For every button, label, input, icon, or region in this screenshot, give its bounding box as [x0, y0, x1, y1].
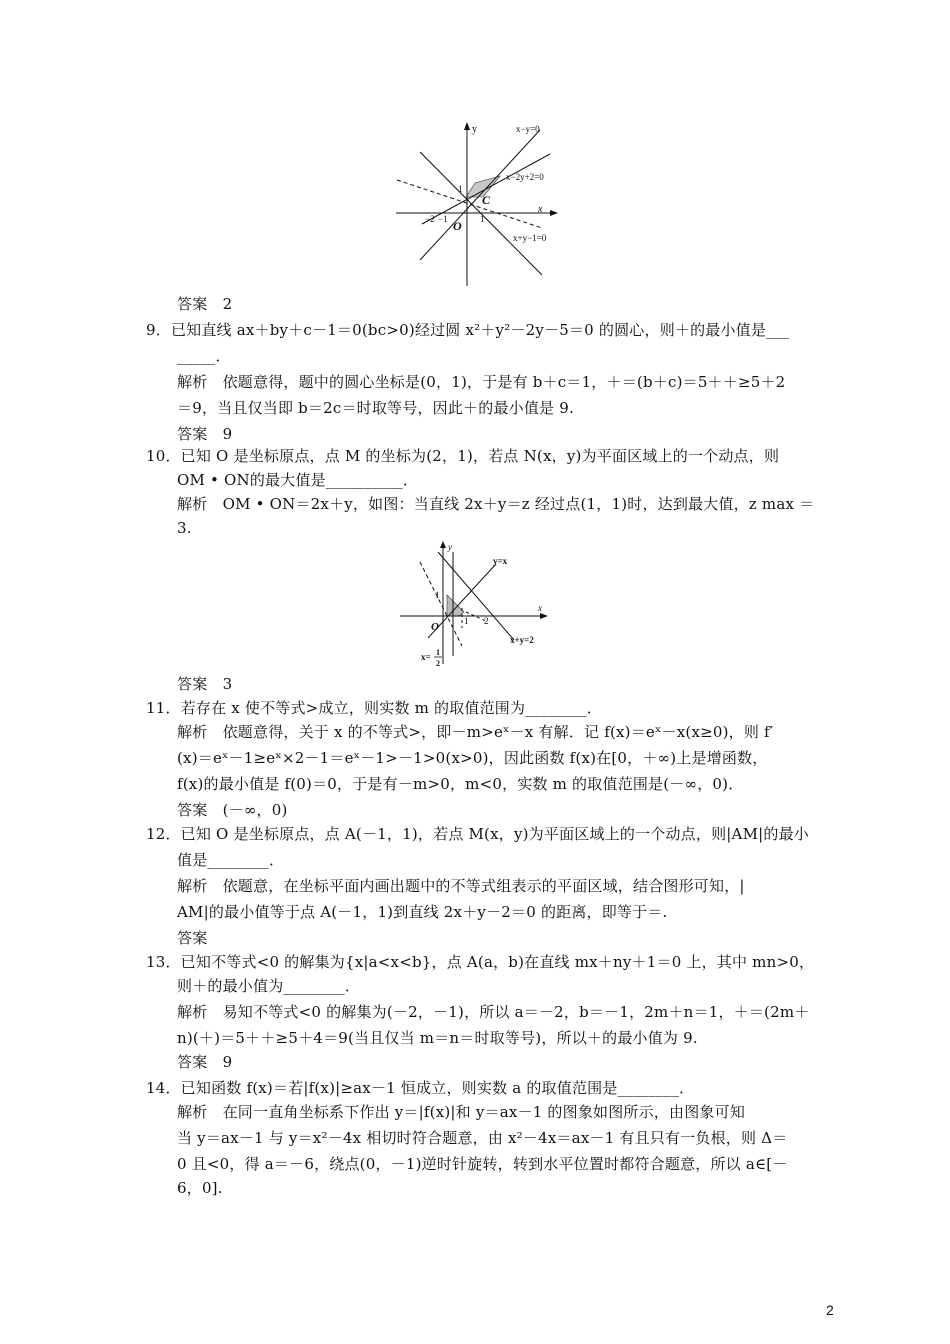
vline-label-num: 1 [436, 648, 440, 657]
origin-label: O [453, 219, 462, 233]
tick-2-x-2: 2 [484, 616, 489, 626]
q9-line-2: _____． [177, 347, 231, 365]
tick-neg2: −2 [425, 214, 435, 224]
q10-answer: 答案 3 [177, 675, 233, 693]
q10-line-1: 10．已知 O 是坐标原点，点 M 的坐标为(2，1)，若点 N(x，y)为平面区域上的一个动点，则 [146, 447, 780, 465]
q14-line-3: 当 y＝ax－1 与 y＝x²－4x 相切时符合题意，由 x²－4x＝ax－1 有且只有一负根，则 Δ＝ [177, 1129, 788, 1147]
q14-line-1: 14．已知函数 f(x)＝若|f(x)|≥ax－1 恒成立，则实数 a 的取值范围是________． [146, 1079, 695, 1097]
q14-line-4: 0 且<0，得 a＝－6，绕点(0，－1)逆时针旋转，转到水平位置时都符合题意，所以 a∈[－ [177, 1155, 788, 1173]
line-label-x-plus-y-2: x+y=2 [510, 635, 534, 645]
shaded-region-2 [447, 595, 464, 616]
figure-feasible-region-1 [392, 120, 562, 290]
point-c-label: C [482, 193, 491, 207]
tick-neg1: −1 [438, 214, 448, 224]
line-label-x-plus-y-1: x+y−1=0 [513, 233, 547, 243]
q11-line-5: 答案 (－∞，0) [177, 801, 288, 819]
line-label-x-2y-2: x−2y+2=0 [506, 172, 544, 182]
q12-line-5: 答案 [177, 929, 208, 947]
q9-line-4: ＝9，当且仅当即 b＝2c＝时取等号，因此＋的最小值是 9. [177, 399, 574, 417]
x-axis-label: x [538, 204, 543, 215]
y-axis-label: y [472, 124, 477, 135]
y-axis-label-2: y [448, 542, 452, 552]
q12-line-1: 12．已知 O 是坐标原点，点 A(－1，1)，若点 M(x，y)为平面区域上的一个动点，则|AM|的最小 [146, 825, 809, 843]
origin-label-2: O [431, 621, 439, 633]
figure-2-svg [398, 538, 553, 670]
q13-line-3: 解析 易知不等式<0 的解集为(－2，－1)，所以 a＝－2，b＝－1，2m＋n＝1，＋＝(2m＋ [177, 1003, 810, 1021]
q12-line-4: AM|的最小值等于点 A(－1，1)到直线 2x＋y－2＝0 的距离，即等于＝. [177, 903, 668, 921]
q12-line-3: 解析 依题意，在坐标平面内画出题中的不等式组表示的平面区域，结合图形可知，| [177, 877, 745, 895]
q11-line-2: 解析 依题意得，关于 x 的不等式>，即－m>eˣ－x 有解．记 f(x)＝eˣ－x(x≥0)，则 f′ [177, 723, 774, 741]
tick-1-x: 1 [480, 214, 485, 224]
q13-line-2: 则＋的最小值为________． [177, 977, 361, 995]
q11-line-3: (x)＝eˣ－1≥eˣ×2－1＝eˣ－1>－1>0(x>0)，因此函数 f(x)在[0，＋∞)上是增函数， [177, 749, 768, 767]
figure-1-svg [392, 120, 562, 290]
q10-line-2: OM • ON的最大值是__________． [177, 471, 419, 489]
q10-line-4: 3. [177, 519, 192, 537]
q12-line-2: 值是________． [177, 851, 285, 869]
q13-line-5: 答案 9 [177, 1053, 233, 1071]
q11-line-4: f(x)的最小值是 f(0)＝0，于是有－m>0，m<0，实数 m 的取值范围是(－∞，0)． [177, 775, 744, 793]
tick-1-x-2: 1 [464, 616, 469, 626]
vline-label-x: x= [421, 652, 431, 662]
q13-line-1: 13．已知不等式<0 的解集为{x|a<x<b}，点 A(a，b)在直线 mx＋ny＋1＝0 上，其中 mn>0， [146, 953, 815, 971]
page-number: 2 [826, 1302, 834, 1318]
x-axis-label-2: x [538, 603, 542, 613]
q11-line-1: 11．若存在 x 使不等式>成立，则实数 m 的取值范围为________． [146, 699, 603, 717]
q14-line-2: 解析 在同一直角坐标系下作出 y＝|f(x)|和 y＝ax－1 的图象如图所示，由图象可知 [177, 1103, 746, 1121]
figure-feasible-region-2 [398, 538, 553, 670]
q9-line-1: 9．已知直线 ax＋by＋c－1＝0(bc>0)经过圆 x²＋y²－2y－5＝0 的圆心，则＋的最小值是___ [146, 321, 790, 339]
vline-label-den: 2 [436, 659, 440, 668]
q9-line-5: 答案 9 [177, 425, 233, 443]
q10-line-3: 解析 OM • ON＝2x＋y，如图：当直线 2x＋y＝z 经过点(1，1)时，达到最大值，z max ＝ [177, 495, 815, 513]
line-label-x-minus-y: x−y=0 [516, 124, 540, 134]
q8-answer: 答案 2 [177, 295, 233, 313]
tick-1-y-2: 1 [435, 590, 440, 600]
q13-line-4: n)(＋)＝5＋＋≥5＋4＝9(当且仅当 m＝n＝时取等号)，所以＋的最小值为 9. [177, 1029, 698, 1047]
tick-1-y: 1 [458, 184, 463, 194]
q14-line-5: 6，0]. [177, 1179, 223, 1197]
q9-line-3: 解析 依题意得，题中的圆心坐标是(0，1)，于是有 b＋c＝1，＋＝(b＋c)＝5＋＋≥5＋2 [177, 373, 786, 391]
line-label-y-eq-x: y=x [493, 556, 508, 566]
